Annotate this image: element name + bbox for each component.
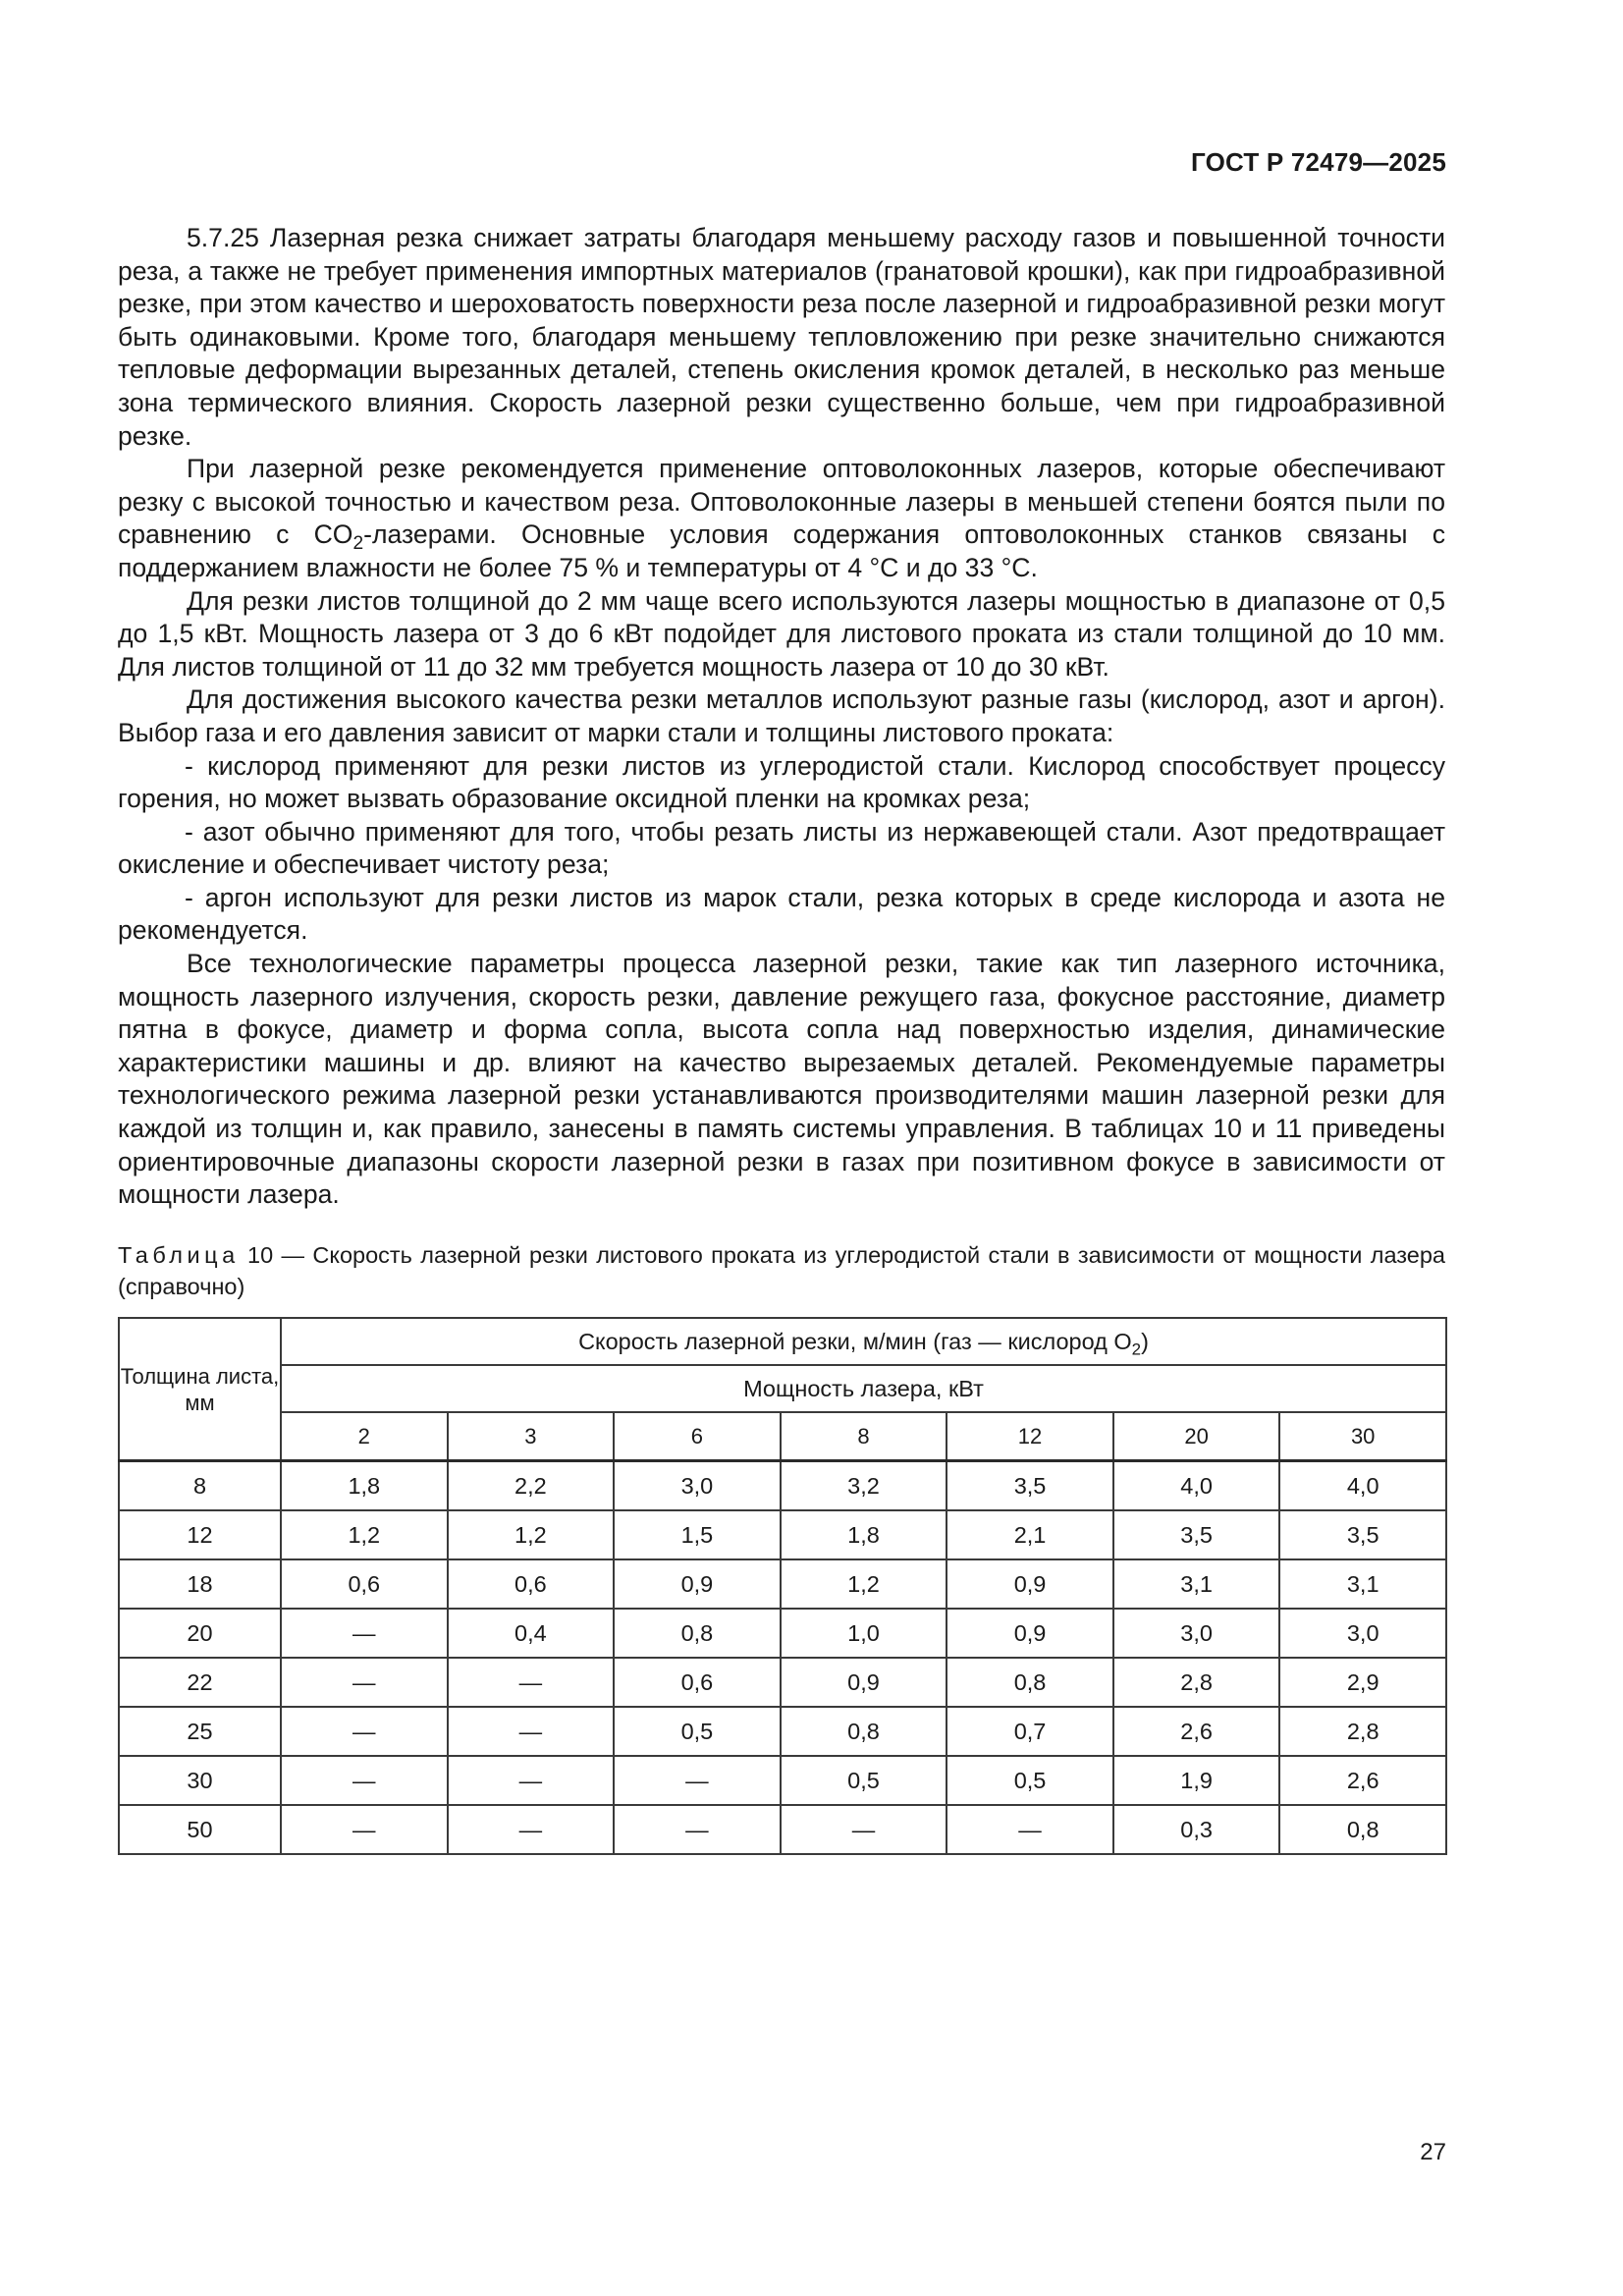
speed-cell: — <box>448 1805 615 1854</box>
thickness-cell: 8 <box>119 1461 281 1511</box>
speed-cell: 3,1 <box>1113 1559 1280 1609</box>
speed-cell: 0,4 <box>448 1609 615 1658</box>
thickness-cell: 22 <box>119 1658 281 1707</box>
table-row <box>119 1707 1446 1756</box>
list-item-argon: - аргон используют для резки листов из марок стали, резка которых в среде кислорода и азота не рекомендуется. <box>118 882 1445 946</box>
thickness-cell: 12 <box>119 1510 281 1559</box>
speed-cell: — <box>947 1805 1113 1854</box>
table-row <box>119 1461 1446 1511</box>
speed-cell: 2,6 <box>1279 1756 1446 1805</box>
speed-cell: 0,6 <box>614 1658 781 1707</box>
paragraph-fiber-lasers-part1: При лазерной резке рекомендуется применение оптоволоконных лазеров, которые обеспечивают резку с высокой точностью и качеством реза. Оптоволоконные лазеры в меньшей степени боятся пыли по сравнению с CO <box>118 454 1445 550</box>
speed-cell: 3,1 <box>1279 1559 1446 1609</box>
table-caption-label: Таблица <box>118 1242 240 1268</box>
thickness-cell: 50 <box>119 1805 281 1854</box>
speed-cell: 2,2 <box>448 1461 615 1511</box>
co2-subscript: 2 <box>352 533 364 555</box>
laser-speed-table <box>118 1317 1447 1855</box>
list-item-nitrogen: - азот обычно применяют для того, чтобы резать листы из нержавеющей стали. Азот предотвращает окисление и обеспечивает чистоту реза; <box>118 816 1445 880</box>
speed-cell: 3,5 <box>1113 1510 1280 1559</box>
speed-cell: 4,0 <box>1279 1461 1446 1511</box>
power-header: Мощность лазера, кВт <box>281 1365 1446 1412</box>
speed-cell: 0,5 <box>614 1707 781 1756</box>
speed-cell: 0,7 <box>947 1707 1113 1756</box>
page-number: 27 <box>1420 2139 1446 2165</box>
speed-cell: 1,8 <box>281 1461 448 1511</box>
speed-cell: 4,0 <box>1113 1461 1280 1511</box>
paragraph-5-7-25: 5.7.25 Лазерная резка снижает затраты благодаря меньшему расходу газов и повышенной точности реза, а также не требует применения импортных материалов (гранатовой крошки), как при гидроабразивной резке, при этом качество и шероховатость поверхности реза после лазерной и гидроабразивной резки могут быть одинаковыми. Кроме того, благодаря меньшему тепловложению при резке значительно снижаются тепловые деформации вырезанных деталей, степень окисления кромок деталей, в несколько раз меньше зона термического влияния. Скорость лазерной резки существенно больше, чем при гидроабразивной резке. <box>118 223 1445 451</box>
speed-cell: 3,2 <box>781 1461 947 1511</box>
power-column-header: 6 <box>614 1412 781 1461</box>
table-row <box>119 1559 1446 1609</box>
speed-cell: — <box>281 1805 448 1854</box>
speed-cell: 3,5 <box>1279 1510 1446 1559</box>
speed-cell: 1,2 <box>448 1510 615 1559</box>
speed-cell: — <box>781 1805 947 1854</box>
paragraph-fiber-lasers-part2: -лазерами. Основные условия содержания оптоволоконных станков связаны с поддержанием влажности не более 75 % и температуры от 4 °С и до 33 °С. <box>118 519 1445 582</box>
paragraph-laser-power: Для резки листов толщиной до 2 мм чаще всего используются лазеры мощностью в диапазоне от 0,5 до 1,5 кВт. Мощность лазера от 3 до 6 кВт подойдет для листового проката из стали толщиной до 10 мм. Для листов толщиной от 11 до 32 мм требуется мощность лазера от 10 до 30 кВт. <box>118 585 1445 682</box>
speed-cell: 2,9 <box>1279 1658 1446 1707</box>
speed-cell: — <box>281 1658 448 1707</box>
power-column-header: 8 <box>781 1412 947 1461</box>
table-row <box>119 1805 1446 1854</box>
speed-cell: 0,9 <box>947 1609 1113 1658</box>
speed-cell: 1,0 <box>781 1609 947 1658</box>
speed-cell: 0,9 <box>947 1559 1113 1609</box>
speed-cell: 0,6 <box>281 1559 448 1609</box>
speed-cell: 0,8 <box>947 1658 1113 1707</box>
power-column-header: 20 <box>1113 1412 1280 1461</box>
table-row <box>119 1756 1446 1805</box>
paragraph-parameters: Все технологические параметры процесса лазерной резки, такие как тип лазерного источника, мощность лазерного излучения, скорость резки, давление режущего газа, фокусное расстояние, диаметр пятна в фокусе, диаметр и форма сопла, высота сопла над поверхностью изделия, динамические характеристики машины и др. влияют на качество вырезаемых деталей. Рекомендуемые параметры технологического режима лазерной резки устанавливаются производителями машин лазерной резки для каждой из толщин и, как правило, занесены в память системы управления. В таблицах 10 и 11 приведены ориентировочные диапазоны скорости лазерной резки в газах при позитивном фокусе в зависимости от мощности лазера. <box>118 949 1445 1210</box>
speed-cell: 3,0 <box>1113 1609 1280 1658</box>
speed-cell: — <box>448 1707 615 1756</box>
speed-cell: — <box>614 1805 781 1854</box>
speed-cell: 0,9 <box>781 1658 947 1707</box>
speed-cell: 0,6 <box>448 1559 615 1609</box>
speed-cell: 3,5 <box>947 1461 1113 1511</box>
list-item-oxygen: - кислород применяют для резки листов из углеродистой стали. Кислород способствует процессу горения, но может вызвать образование оксидной пленки на кромках реза; <box>118 750 1445 814</box>
thickness-cell: 18 <box>119 1559 281 1609</box>
thickness-cell: 25 <box>119 1707 281 1756</box>
power-column-header: 12 <box>947 1412 1113 1461</box>
speed-cell: 1,9 <box>1113 1756 1280 1805</box>
table-caption-text: 10 — Скорость лазерной резки листового проката из углеродистой стали в зависимости от мощности лазера (справочно) <box>118 1242 1445 1299</box>
speed-cell: 1,2 <box>281 1510 448 1559</box>
speed-cell: 0,9 <box>614 1559 781 1609</box>
speed-cell: 1,8 <box>781 1510 947 1559</box>
table-row <box>119 1658 1446 1707</box>
power-column-header: 2 <box>281 1412 448 1461</box>
paragraph-gases: Для достижения высокого качества резки металлов используют разные газы (кислород, азот и аргон). Выбор газа и его давления зависит от марки стали и толщины листового проката: <box>118 684 1445 747</box>
table-row <box>119 1609 1446 1658</box>
speed-cell: 1,5 <box>614 1510 781 1559</box>
speed-cell: 0,5 <box>947 1756 1113 1805</box>
speed-cell: — <box>448 1658 615 1707</box>
speed-cell: 2,1 <box>947 1510 1113 1559</box>
group-header-speed: Скорость лазерной резки, м/мин (газ — кислород $O_2$) <box>281 1318 1446 1365</box>
speed-cell: 2,6 <box>1113 1707 1280 1756</box>
speed-cell: 0,3 <box>1113 1805 1280 1854</box>
speed-cell: 2,8 <box>1113 1658 1280 1707</box>
speed-cell: — <box>281 1756 448 1805</box>
row-header-thickness: Толщина листа, мм <box>119 1318 281 1461</box>
power-column-header: 3 <box>448 1412 615 1461</box>
power-column-header: 30 <box>1279 1412 1446 1461</box>
body-text <box>118 222 1445 1212</box>
speed-cell: 2,8 <box>1279 1707 1446 1756</box>
speed-cell: 1,2 <box>781 1559 947 1609</box>
speed-cell: — <box>448 1756 615 1805</box>
speed-cell: 0,5 <box>781 1756 947 1805</box>
speed-cell: — <box>281 1707 448 1756</box>
speed-cell: — <box>281 1609 448 1658</box>
speed-cell: 0,8 <box>1279 1805 1446 1854</box>
o2-subscript: 2 <box>1131 1339 1142 1358</box>
thickness-cell: 30 <box>119 1756 281 1805</box>
paragraph-fiber-lasers <box>118 453 1445 584</box>
speed-cell: 0,8 <box>781 1707 947 1756</box>
document-code: ГОСТ Р 72479—2025 <box>1191 147 1446 177</box>
table-row <box>119 1510 1446 1559</box>
speed-cell: 3,0 <box>614 1461 781 1511</box>
thickness-cell: 20 <box>119 1609 281 1658</box>
speed-cell: 3,0 <box>1279 1609 1446 1658</box>
speed-cell: 0,8 <box>614 1609 781 1658</box>
speed-cell: — <box>614 1756 781 1805</box>
table-caption <box>118 1240 1445 1302</box>
